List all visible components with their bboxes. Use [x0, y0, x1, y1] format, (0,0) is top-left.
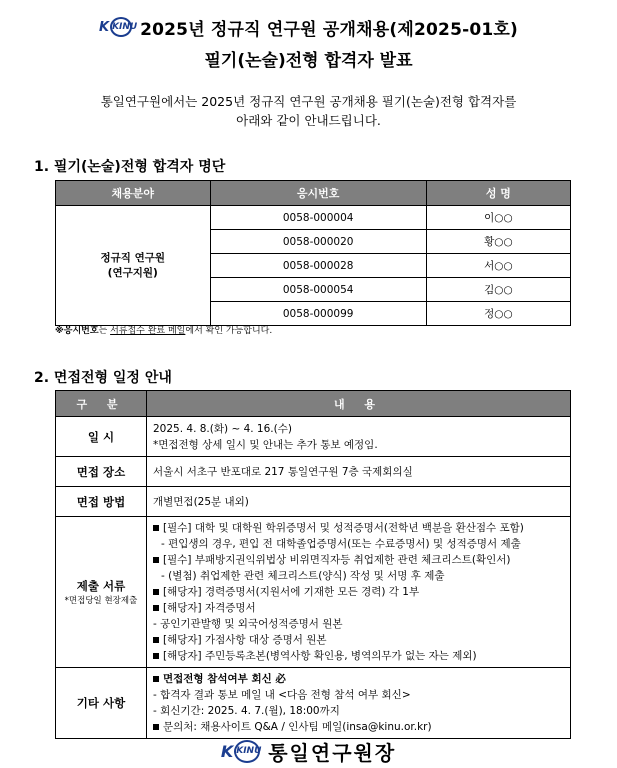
intro-text: 통일연구원에서는 2025년 정규직 연구원 공개채용 필기(논술)전형 합격자를 아래와 같이 안내드립니다. — [100, 94, 517, 128]
row-other: 기타 사항 면접전형 참석여부 회신 必 - 합격자 결과 통보 메일 내 <다음 전형 참석 여부 회신> - 회신기간: 2025. 4. 7.(월), 18:00까지 문의처: 채용사이트 Q&A / 인사팀 메일(insa@kinu.or.kr) — [56, 668, 571, 739]
bullet-icon — [153, 525, 159, 531]
document-subtitle: 필기(논술)전형 합격자 발표 — [204, 51, 413, 71]
row-docs: 제출 서류 *면접당일 현장제출 [필수] 대학 및 대학원 학위증명서 및 성적증명서(전학년 백분을 환산점수 포함) - 편입생의 경우, 편입 전 대학졸업증명서(또는 수료증명서) 및 성적증명서 제출 [필수] 부패방지권익위법상 비위면직자등 취업제한 관련 체크리스트(확인서) - (별첨) 취업제한 관련 체크리스트(양식) 작성 및 서명 후 제출 [해당자] 경력증명서(지원서에 기재한 모든 경력) 각 1부 [해당자] 자격증명서 - 공인기관발행 및 외국어성적증명서 원본 [해당자] 가점사항 대상 증명서 원본 [해당자] 주민등록초본(병역사항 확인용, 병역의무가 없는 자는 제외) — [56, 517, 571, 668]
bullet-icon — [153, 676, 159, 682]
table-row: 0058-000099 정○○ — [56, 302, 571, 326]
field-cell: 정규직 연구원 (연구지원) — [56, 206, 211, 326]
document-title: 2025년 정규직 연구원 공개채용(제2025-01호) — [140, 19, 518, 40]
col-label: 구 분 — [56, 391, 147, 417]
kinu-logo: K KINU — [99, 17, 132, 37]
row-place: 면접 장소 서울시 서초구 반포대로 217 통일연구원 7층 국제회의실 — [56, 457, 571, 487]
col-content: 내 용 — [147, 391, 571, 417]
row-date: 일 시 2025. 4. 8.(화) ~ 4. 16.(수) *면접전형 상세 일시 및 안내는 추가 통보 예정임. — [56, 417, 571, 457]
bullet-icon — [153, 724, 159, 730]
bullet-icon — [153, 653, 159, 659]
document-header — [0, 14, 617, 71]
bullet-icon — [153, 605, 159, 611]
table-row: 0058-000054 김○○ — [56, 278, 571, 302]
table-note: ※응시번호는 서류접수 완료 메일에서 확인 가능합니다. — [55, 326, 273, 336]
bullet-icon — [153, 589, 159, 595]
col-field: 채용분야 — [56, 181, 211, 206]
bullet-icon — [153, 557, 159, 563]
bullet-icon — [153, 637, 159, 643]
col-number: 응시번호 — [210, 181, 426, 206]
passer-table — [55, 180, 571, 326]
kinu-logo: K KINU — [220, 742, 262, 761]
row-method: 면접 방법 개별면접(25분 내외) — [56, 487, 571, 517]
table-row: 0058-000020 황○○ — [56, 230, 571, 254]
table-row: 정규직 연구원 (연구지원) 0058-000004 이○○ — [56, 206, 571, 230]
section1-title: 1. 필기(논술)전형 합격자 명단 — [34, 159, 226, 175]
interview-table — [55, 390, 571, 739]
footer — [0, 737, 617, 766]
org-signature: 통일연구원장 — [268, 741, 397, 765]
table-row: 0058-000028 서○○ — [56, 254, 571, 278]
col-name: 성 명 — [426, 181, 570, 206]
section2-title: 2. 면접전형 일정 안내 — [34, 370, 172, 386]
